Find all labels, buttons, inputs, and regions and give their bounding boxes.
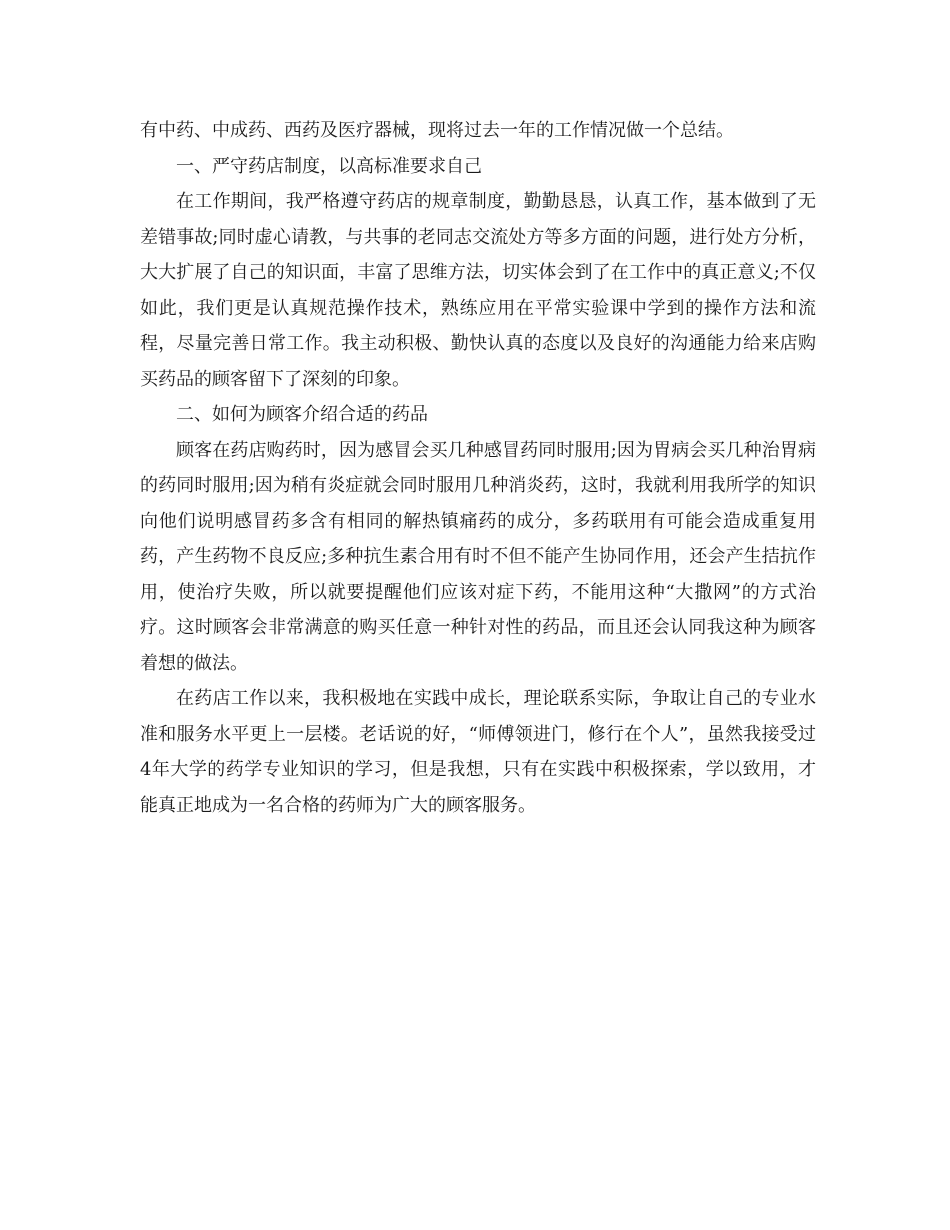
paragraph-intro: 有中药、中成药、西药及医疗器械，现将过去一年的工作情况做一个总结。 xyxy=(140,120,734,141)
section-heading-2: 二、如何为顾客介绍合适的药品 xyxy=(176,404,428,425)
paragraph-section-1: 在工作期间，我严格遵守药店的规章制度，勤勤恳恳，认真工作，基本做到了无差错事故;同时虚心请教，与共事的老同志交流处方等多方面的问题，进行处方分析，大大扩展了自己的知识面，丰富了思维方法，切实体会到了在工作中的真正意义;不仅如此，我们更是认真规范操作技术，熟练应用在平常实验课中学到的操作方法和流程，尽量完善日常工作。我主动积极、勤快认真的态度以及良好的沟通能力给来店购买药品的顾客留下了深刻的印象。 xyxy=(140,191,816,390)
paragraph-conclusion: 在药店工作以来，我积极地在实践中成长，理论联系实际，争取让自己的专业水准和服务水平更上一层楼。老话说的好，“师傅领进门，修行在个人”，虽然我接受过4年大学的药学专业知识的学习，但是我想，只有在实践中积极探索，学以致用，才能真正地成为一名合格的药师为广大的顾客服务。 xyxy=(140,688,816,816)
section-heading-1: 一、严守药店制度，以高标准要求自己 xyxy=(176,155,482,177)
paragraph-section-2: 顾客在药店购药时，因为感冒会买几种感冒药同时服用;因为胃病会买几种治胃病的药同时服用;因为稍有炎症就会同时服用几种消炎药，这时，我就利用我所学的知识向他们说明感冒药多含有相同的解热镇痛药的成分，多药联用有可能会造成重复用药，产生药物不良反应;多种抗生素合用有时不但不能产生协同作用，还会产生拮抗作用，使治疗失败，所以就要提醒他们应该对症下药，不能用这种“大撒网”的方式治疗。这时顾客会非常满意的购买任意一种针对性的药品，而且还会认同我这种为顾客着想的做法。 xyxy=(140,439,816,674)
document-body xyxy=(140,113,816,823)
